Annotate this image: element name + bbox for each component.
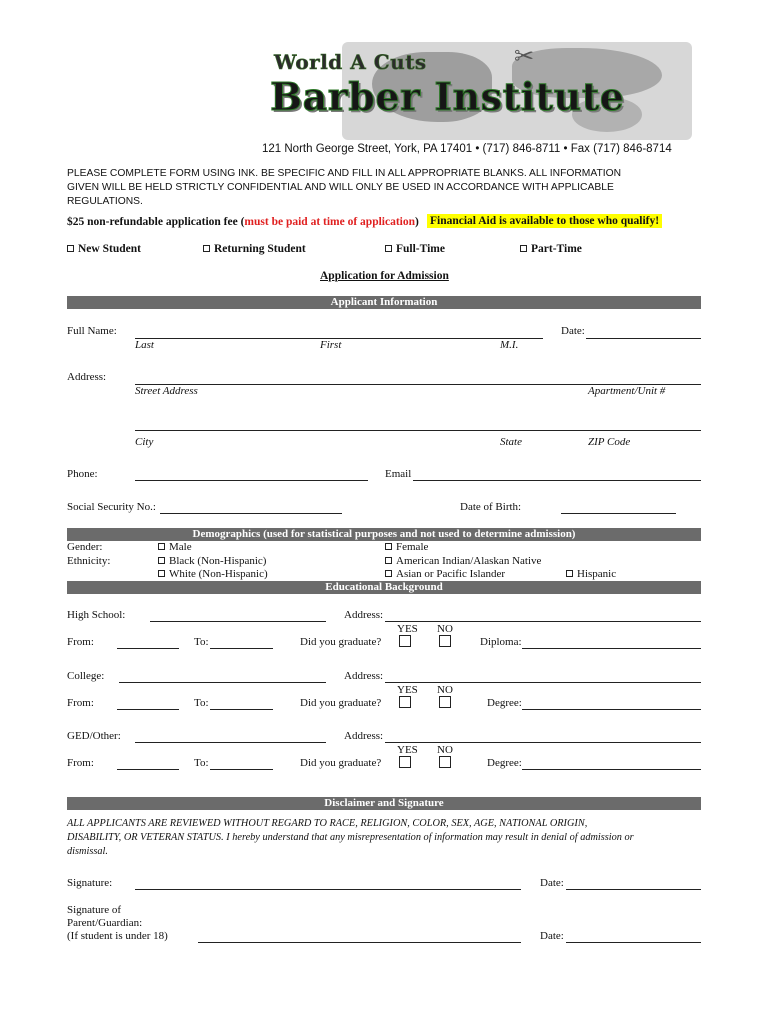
college-address-label: Address: (344, 670, 384, 682)
high-school-label: High School: (67, 609, 126, 621)
ged-to-field[interactable] (210, 769, 273, 770)
hs-yes-caption: YES (397, 623, 418, 635)
ged-graduate-question: Did you graduate? (300, 757, 382, 769)
email-label: Email (385, 468, 412, 480)
option-asian[interactable]: Asian or Pacific Islander (385, 568, 505, 580)
intro-line-2: GIVEN WILL BE HELD STRICTLY CONFIDENTIAL AND WILL ONLY BE USED IN ACCORDANCE WITH APPLICABLE (67, 182, 614, 193)
hs-from-label: From: (67, 636, 94, 648)
guardian-label-line-1: Signature of (67, 904, 122, 916)
full-name-label: Full Name: (67, 325, 117, 337)
option-part-time[interactable]: Part-Time (520, 243, 582, 255)
address-label: Address: (67, 371, 107, 383)
signature-field[interactable] (135, 889, 521, 890)
zip-caption: ZIP Code (588, 436, 631, 448)
ged-from-field[interactable] (117, 769, 179, 770)
email-field[interactable] (413, 480, 701, 481)
disclaimer-line-2: DISABILITY, OR VETERAN STATUS. I hereby understand that any misrepresentation of information may result in denial of admission or (67, 832, 634, 843)
college-yes-caption: YES (397, 684, 418, 696)
hs-graduate-question: Did you graduate? (300, 636, 382, 648)
phone-field[interactable] (135, 480, 368, 481)
college-to-field[interactable] (210, 709, 273, 710)
college-address-field[interactable] (385, 682, 701, 683)
college-degree-label: Degree: (487, 697, 522, 709)
option-white[interactable]: White (Non-Hispanic) (158, 568, 268, 580)
scissors-icon: ✂ (514, 44, 535, 70)
ethnicity-label: Ethnicity: (67, 555, 111, 567)
ged-address-field[interactable] (385, 742, 701, 743)
option-hispanic[interactable]: Hispanic (566, 568, 616, 580)
option-new-student[interactable]: New Student (67, 243, 141, 255)
option-male[interactable]: Male (158, 541, 192, 553)
checkbox-icon[interactable] (520, 245, 527, 252)
logo-main-text: Barber Institute (270, 74, 625, 119)
fee-notice: $25 non-refundable application fee (must be paid at time of application) (67, 216, 419, 228)
section-header-demographics: Demographics (used for statistical purposes and not used to determine admission) (67, 528, 701, 541)
diploma-field[interactable] (522, 648, 701, 649)
college-yes-checkbox[interactable] (399, 696, 411, 708)
ged-yes-checkbox[interactable] (399, 756, 411, 768)
ged-address-label: Address: (344, 730, 384, 742)
date-label: Date: (561, 325, 585, 337)
ged-yes-caption: YES (397, 744, 418, 756)
apt-caption: Apartment/Unit # (588, 385, 666, 397)
ged-degree-label: Degree: (487, 757, 522, 769)
college-degree-field[interactable] (522, 709, 701, 710)
hs-no-caption: NO (437, 623, 453, 635)
date-field[interactable] (586, 338, 701, 339)
ged-no-caption: NO (437, 744, 453, 756)
diploma-label: Diploma: (480, 636, 522, 648)
hs-to-field[interactable] (210, 648, 273, 649)
ged-field[interactable] (135, 742, 326, 743)
ssn-label: Social Security No.: (67, 501, 156, 513)
college-no-caption: NO (437, 684, 453, 696)
hs-address-field[interactable] (385, 621, 701, 622)
disclaimer-line-1: ALL APPLICANTS ARE REVIEWED WITHOUT REGARD TO RACE, RELIGION, COLOR, SEX, AGE, NATIONAL ORIGIN, (67, 818, 588, 829)
checkbox-icon[interactable] (385, 557, 392, 564)
street-address-caption: Street Address (135, 385, 198, 397)
school-address-line: 121 North George Street, York, PA 17401 • (717) 846-8711 • Fax (717) 846-8714 (262, 143, 672, 155)
college-from-field[interactable] (117, 709, 179, 710)
intro-line-3: REGULATIONS. (67, 196, 143, 207)
signature-date-label: Date: (540, 877, 564, 889)
city-caption: City (135, 436, 154, 448)
guardian-label-line-3: (If student is under 18) (67, 930, 168, 942)
ged-no-checkbox[interactable] (439, 756, 451, 768)
logo-top-text: World A Cuts (274, 50, 427, 74)
option-full-time[interactable]: Full-Time (385, 243, 445, 255)
ged-to-label: To: (194, 757, 209, 769)
guardian-date-field[interactable] (566, 942, 701, 943)
college-to-label: To: (194, 697, 209, 709)
college-field[interactable] (119, 682, 326, 683)
financial-aid-notice: Financial Aid is available to those who qualify! (427, 214, 662, 228)
option-black[interactable]: Black (Non-Hispanic) (158, 555, 266, 567)
checkbox-icon[interactable] (385, 245, 392, 252)
ssn-field[interactable] (160, 513, 342, 514)
section-header-education: Educational Background (67, 581, 701, 594)
college-no-checkbox[interactable] (439, 696, 451, 708)
hs-address-label: Address: (344, 609, 384, 621)
college-graduate-question: Did you graduate? (300, 697, 382, 709)
hs-to-label: To: (194, 636, 209, 648)
gender-label: Gender: (67, 541, 103, 553)
checkbox-icon[interactable] (385, 543, 392, 550)
option-returning-student[interactable]: Returning Student (203, 243, 306, 255)
first-caption: First (320, 339, 342, 351)
hs-from-field[interactable] (117, 648, 179, 649)
checkbox-icon[interactable] (385, 570, 392, 577)
city-state-zip-field[interactable] (135, 430, 701, 431)
high-school-field[interactable] (150, 621, 326, 622)
signature-date-field[interactable] (566, 889, 701, 890)
checkbox-icon[interactable] (158, 543, 165, 550)
disclaimer-line-3: dismissal. (67, 846, 108, 857)
checkbox-icon[interactable] (67, 245, 74, 252)
form-title: Application for Admission (320, 270, 449, 282)
college-from-label: From: (67, 697, 94, 709)
state-caption: State (500, 436, 522, 448)
dob-field[interactable] (561, 513, 676, 514)
institute-logo (252, 38, 692, 144)
checkbox-icon[interactable] (566, 570, 573, 577)
checkbox-icon[interactable] (158, 557, 165, 564)
fee-red-text: must be paid at time of application (244, 216, 416, 228)
section-header-applicant: Applicant Information (67, 296, 701, 309)
signature-label: Signature: (67, 877, 113, 889)
ged-from-label: From: (67, 757, 94, 769)
guardian-signature-field[interactable] (198, 942, 521, 943)
checkbox-icon[interactable] (158, 570, 165, 577)
college-label: College: (67, 670, 105, 682)
mi-caption: M.I. (500, 339, 519, 351)
ged-degree-field[interactable] (522, 769, 701, 770)
guardian-date-label: Date: (540, 930, 564, 942)
dob-label: Date of Birth: (460, 501, 522, 513)
phone-label: Phone: (67, 468, 98, 480)
option-female[interactable]: Female (385, 541, 428, 553)
hs-no-checkbox[interactable] (439, 635, 451, 647)
section-header-disclaimer: Disclaimer and Signature (67, 797, 701, 810)
guardian-label-line-2: Parent/Guardian: (67, 917, 143, 929)
last-caption: Last (135, 339, 154, 351)
hs-yes-checkbox[interactable] (399, 635, 411, 647)
checkbox-icon[interactable] (203, 245, 210, 252)
intro-line-1: PLEASE COMPLETE FORM USING INK. BE SPECIFIC AND FILL IN ALL APPROPRIATE BLANKS. ALL INFORMATION (67, 168, 622, 179)
ged-label: GED/Other: (67, 730, 121, 742)
option-american-indian[interactable]: American Indian/Alaskan Native (385, 555, 541, 567)
